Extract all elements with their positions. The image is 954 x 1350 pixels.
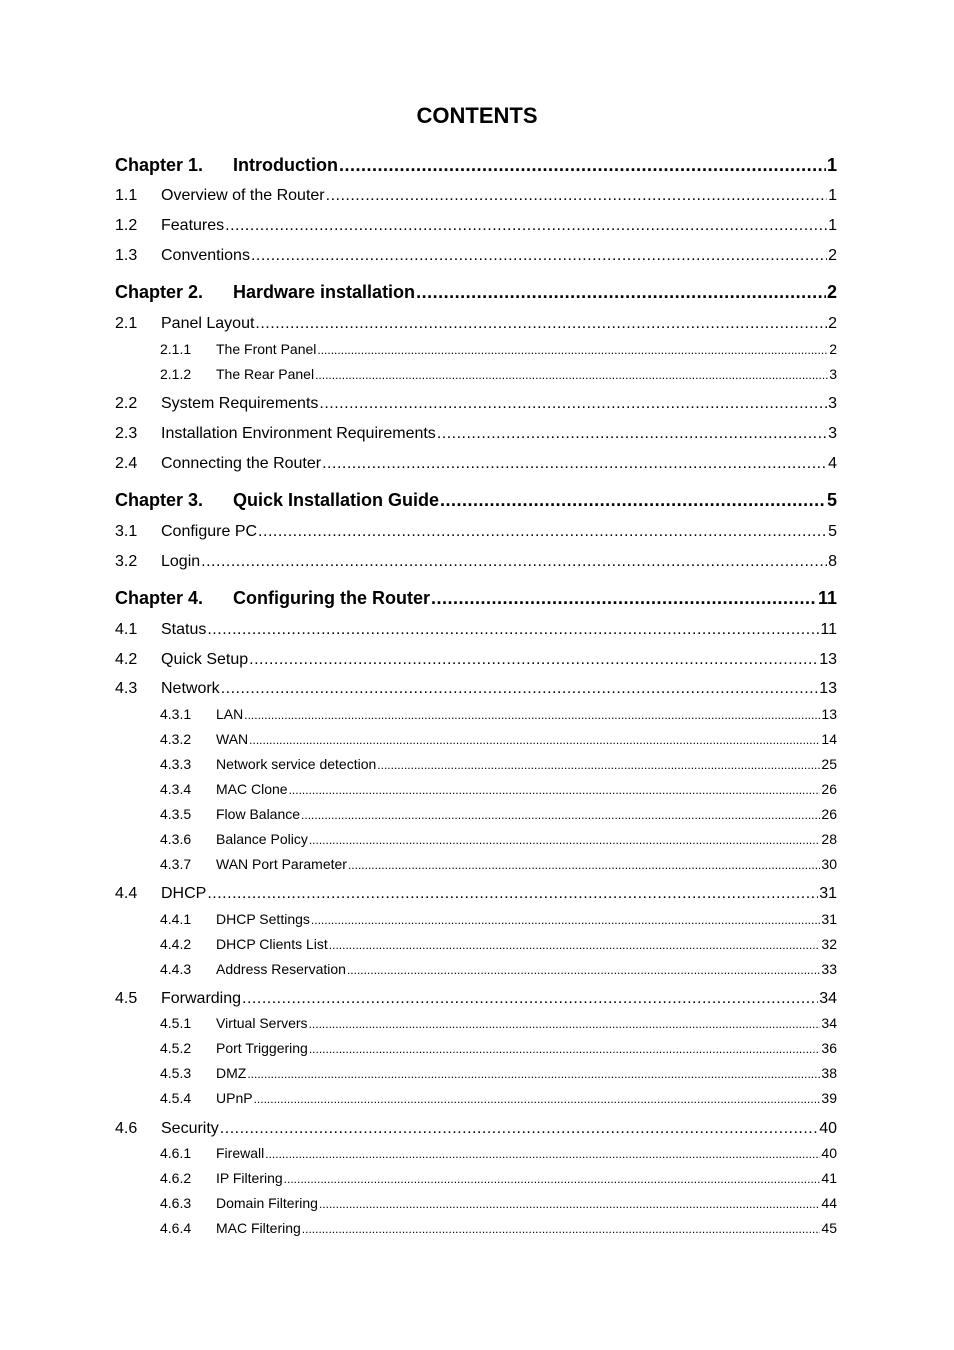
toc-entry-page: 13 [819,680,837,697]
toc-entry-chapter[interactable] [115,152,837,178]
toc-entry-page: 34 [819,990,837,1007]
toc-entry-title: Configure PC [161,523,258,540]
toc-entry-title: DHCP Settings [216,911,310,927]
dot-leader [207,619,819,641]
toc-entry-section[interactable] [115,649,837,671]
toc-entry-number: 3.1 [115,523,138,540]
toc-entry-number: 4.2 [115,651,138,668]
toc-entry-page: 38 [821,1065,837,1081]
toc-entry-title: Installation Environment Requirements [161,425,436,442]
toc-entry-section[interactable] [115,619,837,641]
toc-entry-page: 1 [828,217,837,234]
toc-entry-page: 11 [820,621,837,638]
toc-entry-page: 32 [821,936,837,952]
dot-leader [440,487,826,513]
dot-leader [249,730,820,750]
toc-entry-title: Quick Installation Guide [233,490,440,510]
toc-entry-title: WAN Port Parameter [216,856,347,872]
toc-entry-page: 31 [821,911,837,927]
dot-leader [254,1089,821,1109]
toc-entry-page: 13 [821,706,837,722]
toc-entry-title: The Front Panel [216,341,317,357]
toc-entry-page: 2 [829,341,837,357]
toc-entry-number: 2.1.2 [160,366,192,382]
toc-entry-number: 4.1 [115,621,138,638]
dot-leader [244,705,820,725]
toc-entry-number: 4.5.1 [160,1015,192,1031]
toc-entry-number: 4.6.2 [160,1170,192,1186]
toc-entry-title: Features [161,217,225,234]
toc-entry-section[interactable] [115,1118,837,1140]
toc-heading: CONTENTS [416,103,538,128]
toc-entry-number: 4.3.2 [160,731,192,747]
toc-entry-title: Status [161,621,207,638]
toc-entry-page: 36 [821,1040,837,1056]
toc-entry-page: 2 [828,247,837,264]
toc-entry-sub[interactable] [160,339,837,360]
toc-entry-page: 14 [821,731,837,747]
dot-leader [207,883,818,905]
toc-entry-section[interactable] [115,423,837,445]
toc-entry-section[interactable] [115,883,837,905]
toc-entry-number: 4.6 [115,1120,138,1137]
toc-entry-title: System Requirements [161,395,319,412]
toc-entry-number: 4.3.5 [160,806,192,822]
toc-entry-sub[interactable] [160,1013,837,1034]
dot-leader [319,1194,820,1214]
toc-entry-page: 3 [829,366,837,382]
toc-entry-page: 3 [828,425,837,442]
dot-leader [326,185,827,207]
dot-leader [255,313,827,335]
dot-leader [431,585,817,611]
dot-leader [319,393,827,415]
toc-entry-sub[interactable] [160,1063,837,1084]
toc-entry-title: Overview of the Router [161,187,325,204]
toc-entry-section[interactable] [115,453,837,475]
dot-leader [284,1169,821,1189]
toc-entry-title: Balance Policy [216,831,308,847]
toc-entry-page: 1 [828,187,837,204]
toc-entry-sub[interactable] [160,729,837,750]
toc-entry-page: 13 [819,651,837,668]
toc-entry-number: 4.4.2 [160,936,192,952]
toc-entry-number: 4.3 [115,680,138,697]
toc-entry-page: 8 [828,553,837,570]
toc-entry-page: 40 [821,1145,837,1161]
toc-entry-title: Network [161,680,220,697]
toc-entry-number: Chapter 2. [115,282,204,302]
dot-leader [265,1144,820,1164]
toc-entry-sub[interactable] [160,704,837,725]
toc-entry-sub[interactable] [160,1088,837,1109]
toc-entry-number: 2.4 [115,455,138,472]
toc-entry-title: LAN [216,706,244,722]
toc-entry-sub[interactable] [160,934,837,955]
toc-entry-title: DMZ [216,1065,247,1081]
dot-leader [329,935,821,955]
toc-entry-page: 3 [828,395,837,412]
toc-entry-title: Hardware installation [233,282,416,302]
toc-entry-page: 1 [826,155,837,175]
toc-entry-chapter[interactable] [115,585,837,611]
toc-entry-number: 4.3.6 [160,831,192,847]
toc-entry-number: 4.3.7 [160,856,192,872]
toc-entry-section[interactable] [115,185,837,207]
toc-entry-title: The Rear Panel [216,366,315,382]
toc-entry-title: DHCP Clients List [216,936,328,952]
toc-entry-title: Conventions [161,247,250,264]
toc-entry-number: 2.1 [115,315,138,332]
dot-leader [377,755,820,775]
toc-entry-page: 44 [821,1195,837,1211]
toc-entry-number: 3.2 [115,553,138,570]
toc-entry-title: Configuring the Router [233,588,430,608]
toc-entry-title: Virtual Servers [216,1015,308,1031]
toc-entry-sub[interactable] [160,1193,837,1214]
toc-entry-number: Chapter 1. [115,155,204,175]
dot-leader [309,830,821,850]
toc-entry-number: 4.6.1 [160,1145,192,1161]
toc-entry-title: Quick Setup [161,651,249,668]
dot-leader [322,453,827,475]
dot-leader [309,1039,821,1059]
toc-entry-title: Flow Balance [216,806,301,822]
toc-entry-title: IP Filtering [216,1170,283,1186]
toc-entry-page: 5 [828,523,837,540]
dot-leader [301,805,820,825]
toc-entry-page: 40 [819,1120,837,1137]
toc-entry-page: 5 [826,490,837,510]
dot-leader [289,780,821,800]
toc-entry-number: 4.4.1 [160,911,192,927]
toc-entry-number: 4.6.4 [160,1220,192,1236]
toc-entry-title: MAC Filtering [216,1220,301,1236]
toc-entry-page: 2 [828,315,837,332]
toc-entry-page: 41 [821,1170,837,1186]
toc-entry-number: 4.4 [115,885,138,902]
dot-leader [309,1014,821,1034]
dot-leader [247,1064,820,1084]
dot-leader [225,215,827,237]
dot-leader [317,340,828,360]
toc-entry-section[interactable] [115,678,837,700]
toc-entry-chapter[interactable] [115,279,837,305]
toc-entry-sub[interactable] [160,854,837,875]
toc-entry-section[interactable] [115,245,837,267]
toc-entry-page: 25 [821,756,837,772]
toc-entry-title: MAC Clone [216,781,288,797]
toc-entry-number: 4.5 [115,990,138,1007]
toc-entry-title: Forwarding [161,990,242,1007]
toc-entry-number: 4.5.3 [160,1065,192,1081]
dot-leader [437,423,827,445]
toc-entry-sub[interactable] [160,804,837,825]
toc-entry-title: Port Triggering [216,1040,308,1056]
toc-entry-title: Introduction [233,155,338,175]
toc-entry-section[interactable] [115,215,837,237]
toc-entry-title: Domain Filtering [216,1195,318,1211]
dot-leader [311,910,821,930]
toc-entry-page: 4 [828,455,837,472]
toc-entry-number: 2.2 [115,395,138,412]
toc-entry-number: 1.2 [115,217,138,234]
toc-entry-page: 26 [821,806,837,822]
toc-entry-number: 1.1 [115,187,138,204]
toc-entry-title: Firewall [216,1145,265,1161]
toc-entry-title: Login [161,553,201,570]
toc-entry-section[interactable] [115,551,837,573]
toc-entry-number: 4.5.4 [160,1090,192,1106]
toc-entry-number: 4.3.3 [160,756,192,772]
dot-leader [221,678,819,700]
toc-entry-sub[interactable] [160,779,837,800]
toc-entry-sub[interactable] [160,829,837,850]
dot-leader [220,1118,818,1140]
dot-leader [201,551,827,573]
toc-entry-title: Security [161,1120,219,1137]
toc-entry-title: Address Reservation [216,961,346,977]
dot-leader [347,960,820,980]
toc-entry-page: 30 [821,856,837,872]
dot-leader [315,365,828,385]
toc-entry-number: 2.3 [115,425,138,442]
dot-leader [242,988,818,1010]
toc-entry-sub[interactable] [160,364,837,385]
toc-entry-number: 4.3.1 [160,706,192,722]
toc-entry-title: WAN [216,731,249,747]
toc-entry-title: DHCP [161,885,207,902]
toc-entry-sub[interactable] [160,1038,837,1059]
dot-leader [416,279,826,305]
toc-entry-page: 39 [821,1090,837,1106]
toc-entry-sub[interactable] [160,754,837,775]
toc-entry-sub[interactable] [160,909,837,930]
toc-entry-number: 4.5.2 [160,1040,192,1056]
toc-entry-page: 31 [819,885,837,902]
toc-entry-sub[interactable] [160,1143,837,1164]
toc-entry-number: Chapter 4. [115,588,204,608]
toc-entry-page: 26 [821,781,837,797]
toc-entry-section[interactable] [115,393,837,415]
toc-entry-sub[interactable] [160,959,837,980]
dot-leader [249,649,818,671]
toc-entry-number: 1.3 [115,247,138,264]
toc-entry-page: 11 [817,588,837,608]
dot-leader [258,521,827,543]
toc-entry-number: 2.1.1 [160,341,192,357]
dot-leader [348,855,820,875]
toc-entry-section[interactable] [115,521,837,543]
toc-entry-page: 33 [821,961,837,977]
toc-entry-title: UPnP [216,1090,253,1106]
toc-entry-number: 4.4.3 [160,961,192,977]
toc-entry-page: 28 [821,831,837,847]
toc-entry-chapter[interactable] [115,487,837,513]
toc-entry-section[interactable] [115,988,837,1010]
toc-entry-sub[interactable] [160,1218,837,1239]
toc-entry-page: 45 [821,1220,837,1236]
toc-entry-sub[interactable] [160,1168,837,1189]
toc-entry-section[interactable] [115,313,837,335]
toc-entry-number: 4.3.4 [160,781,192,797]
toc-entry-page: 34 [821,1015,837,1031]
dot-leader [251,245,827,267]
toc-entry-title: Network service detection [216,756,377,772]
toc-entry-title: Connecting the Router [161,455,322,472]
toc-entry-title: Panel Layout [161,315,255,332]
dot-leader [339,152,826,178]
dot-leader [302,1219,821,1239]
toc-entry-number: Chapter 3. [115,490,204,510]
toc-entry-number: 4.6.3 [160,1195,192,1211]
toc-entry-page: 2 [826,282,837,302]
